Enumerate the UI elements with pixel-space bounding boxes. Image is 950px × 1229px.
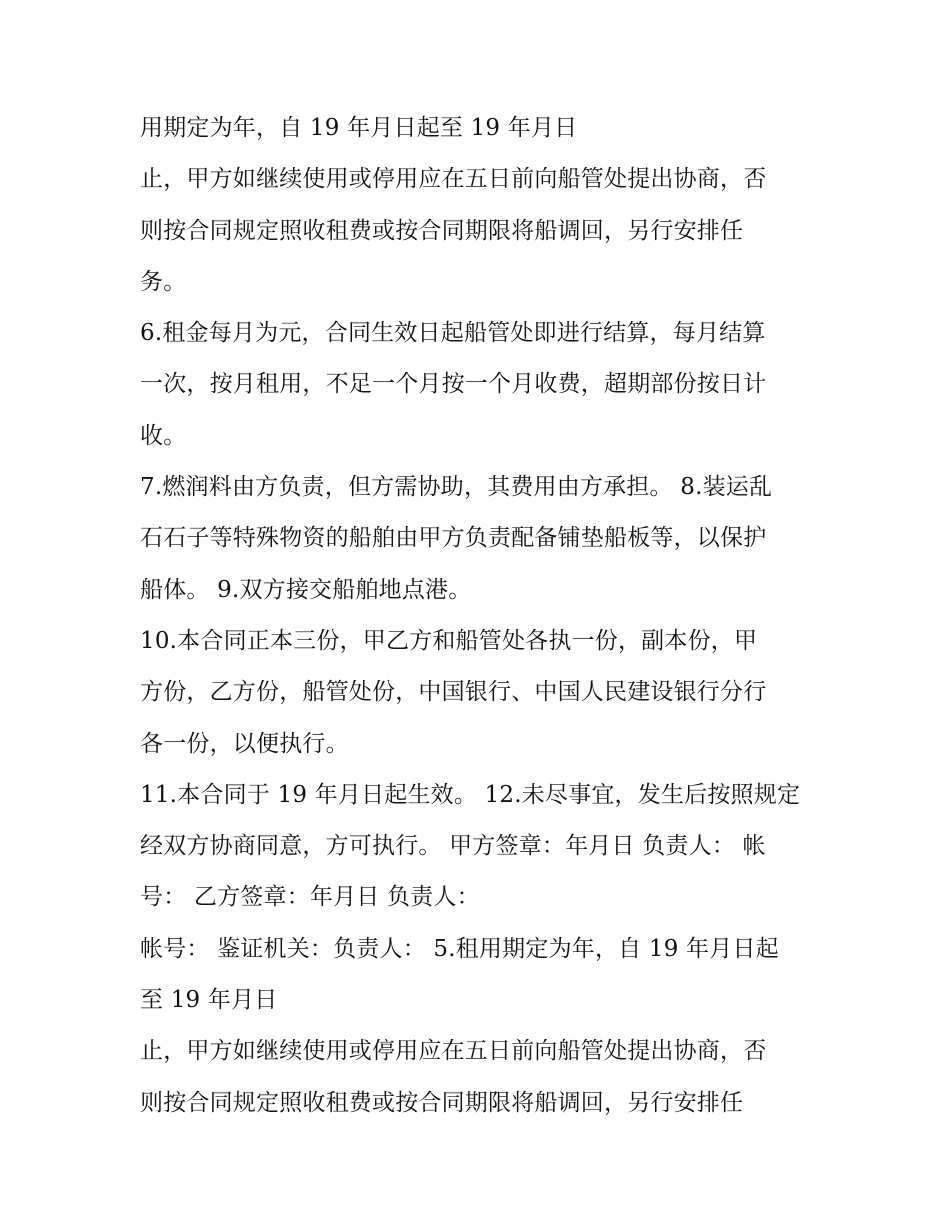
text-line: 则按合同规定照收租费或按合同期限将船调回，另行安排任 [140,217,744,244]
text-line: 务。 [140,268,187,295]
text-line: 7.燃润料由方负责，但方需协助，其费用由方承担。 8.装运乱 [140,474,773,501]
text-line: 船体。 9.双方接交船舶地点港。 [140,576,472,603]
text-line: 经双方协商同意，方可执行。 甲方签章：年月日 负责人： 帐 [140,833,766,860]
text-line: 收。 [140,422,187,449]
text-line: 止，甲方如继续使用或停用应在五日前向船管处提出协商，否 [140,166,767,193]
text-line: 帐号： 鉴证机关：负责人： 5.租用期定为年，自 19 年月日起 [140,935,779,962]
text-line: 6.租金每月为元，合同生效日起船管处即进行结算，每月结算 [140,320,766,347]
text-line: 一次，按月租用，不足一个月按一个月收费，超期部份按日计 [140,371,767,398]
text-line: 11.本合同于 19 年月日起生效。 12.未尽事宜，发生后按照规定 [140,781,801,808]
text-line: 各一份，以便执行。 [140,730,349,757]
text-line: 10.本合同正本三份，甲乙方和船管处各执一份，副本份，甲 [140,627,758,654]
text-line: 至 19 年月日 [140,987,278,1014]
text-line: 则按合同规定照收租费或按合同期限将船调回，另行安排任 [140,1089,744,1116]
text-line: 方份，乙方份，船管处份，中国银行、中国人民建设银行分行 [140,679,767,706]
contract-text [140,103,820,1129]
text-line: 用期定为年，自 19 年月日起至 19 年月日 [140,115,578,141]
text-line: 石石子等特殊物资的船舶由甲方负责配备铺垫船板等，以保护 [140,525,767,552]
text-line: 号： 乙方签章：年月日 负责人： [140,884,480,911]
text-line: 止，甲方如继续使用或停用应在五日前向船管处提出协商，否 [140,1038,767,1065]
